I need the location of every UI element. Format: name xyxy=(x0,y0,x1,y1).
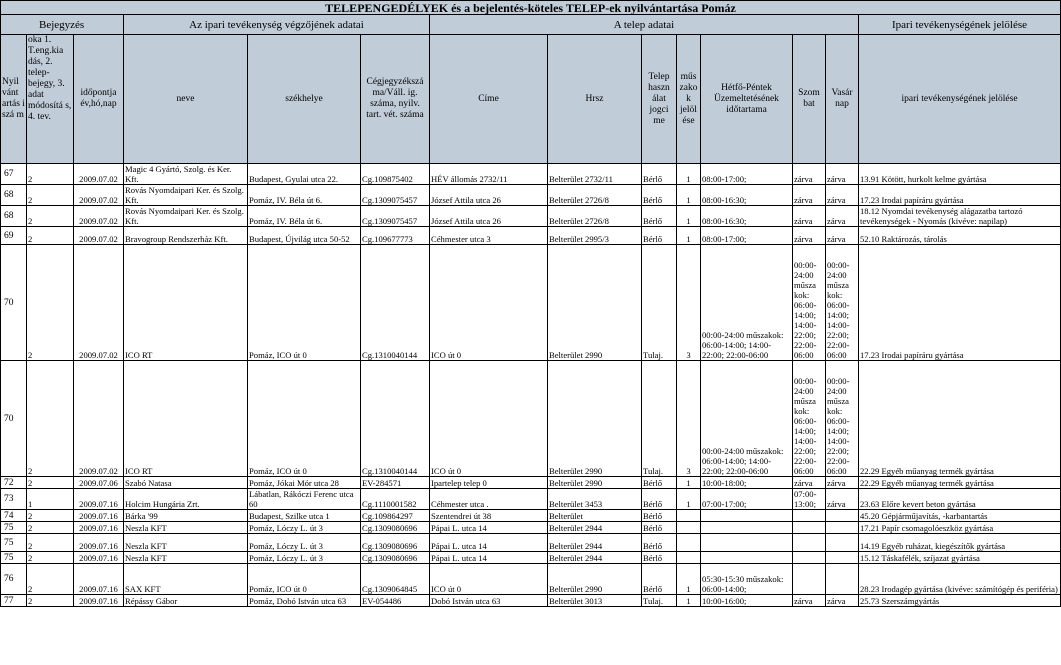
row-neve: Neszla KFT xyxy=(124,534,248,552)
row-neve: Bárka '99 xyxy=(124,510,248,522)
row-szombat: zárva xyxy=(793,227,826,245)
table-row xyxy=(1,185,1061,206)
row-cegjegyzek: Cg.1309064845 xyxy=(361,564,430,595)
row-szombat xyxy=(793,522,826,534)
row-hrsz: Belterület xyxy=(548,510,642,522)
row-oka: 2 xyxy=(27,245,74,361)
row-date: 2009.07.02 xyxy=(74,245,124,361)
row-hrsz: Belterület 2990 xyxy=(548,361,642,477)
row-szekhely: Pomáz, ICO út 0 xyxy=(248,564,361,595)
row-cegjegyzek: Cg.1110001582 xyxy=(361,489,430,510)
row-cime: Pápai L. utca 14 xyxy=(430,522,548,534)
row-cime: Pápai L. utca 14 xyxy=(430,552,548,564)
row-date: 2009.07.02 xyxy=(74,164,124,185)
row-haszn: Bérlő xyxy=(642,185,677,206)
row-vasar: zárva xyxy=(826,489,859,510)
row-jeloles: 17.23 Irodai papíráru gyártása xyxy=(859,185,1061,206)
row-oka: 1 xyxy=(27,489,74,510)
row-hrsz: Belterület 3013 xyxy=(548,595,642,607)
row-oka: 2 xyxy=(27,477,74,489)
row-cegjegyzek: Cg.1309075457 xyxy=(361,185,430,206)
row-date: 2009.07.16 xyxy=(74,522,124,534)
row-cegjegyzek: Cg.1310040144 xyxy=(361,245,430,361)
row-szekhely: Budapest, Szilke utca 1 xyxy=(248,510,361,522)
row-number: 70 xyxy=(1,361,27,477)
row-hrsz: Belterület 2990 xyxy=(548,245,642,361)
row-szekhely: Pomáz, IV. Béla út 6. xyxy=(248,185,361,206)
row-hrsz: Belterület 2726/8 xyxy=(548,185,642,206)
row-muszak xyxy=(677,534,701,552)
row-haszn: Tulaj. xyxy=(642,595,677,607)
row-cegjegyzek: Cg.109677773 xyxy=(361,227,430,245)
row-muszak: 1 xyxy=(677,564,701,595)
row-oka: 2 xyxy=(27,510,74,522)
table-row xyxy=(1,477,1061,489)
row-oka: 2 xyxy=(27,564,74,595)
row-neve: Neszla KFT xyxy=(124,522,248,534)
row-oka: 2 xyxy=(27,552,74,564)
row-neve: Szabó Natasa xyxy=(124,477,248,489)
row-number: 68 xyxy=(1,185,27,206)
row-vasar: zárva xyxy=(826,164,859,185)
col-haszn: Telep haszn álat jogci me xyxy=(642,35,677,164)
row-oka: 2 xyxy=(27,206,74,227)
row-jeloles: 15.12 Táskafélék, szíjazat gyártása xyxy=(859,552,1061,564)
row-hrsz: Belterület 2990 xyxy=(548,564,642,595)
row-vasar: 00:00-24:00 műsza kok: 06:00-14:00; 14:00-22:00; 22:00-06:00 xyxy=(826,361,859,477)
row-vasar: zárva xyxy=(826,227,859,245)
col-vasar: Vasár nap xyxy=(826,35,859,164)
row-number: 68 xyxy=(1,206,27,227)
row-vasar xyxy=(826,522,859,534)
row-cime: ICO út 0 xyxy=(430,361,548,477)
row-szombat: zárva xyxy=(793,206,826,227)
row-neve: Rovás Nyomdaipari Ker. és Szolg. Kft. xyxy=(124,185,248,206)
row-cegjegyzek: Cg.109875402 xyxy=(361,164,430,185)
row-number: 75 xyxy=(1,534,27,552)
row-hrsz: Belterület 3453 xyxy=(548,489,642,510)
row-muszak: 1 xyxy=(677,477,701,489)
row-haszn: Bérlő xyxy=(642,534,677,552)
row-szombat: zárva xyxy=(793,185,826,206)
row-muszak: 1 xyxy=(677,185,701,206)
row-date: 2009.07.16 xyxy=(74,564,124,595)
row-cime: HÉV állomás 2732/11 xyxy=(430,164,548,185)
row-haszn: Bérlő xyxy=(642,489,677,510)
row-muszak xyxy=(677,510,701,522)
row-jeloles: 13.91 Kötött, hurkolt kelme gyártása xyxy=(859,164,1061,185)
row-jeloles: 14.19 Egyéb ruházat, kiegészítők gyártása xyxy=(859,534,1061,552)
row-neve: Neszla KFT xyxy=(124,552,248,564)
table-row xyxy=(1,245,1061,361)
row-haszn: Bérlő xyxy=(642,510,677,522)
row-hetfo: 08:00-16:30; xyxy=(701,206,793,227)
row-jeloles: 22.29 Egyéb műanyag termék gyártása xyxy=(859,477,1061,489)
row-hetfo: 00:00-24:00 műszakok: 06:00-14:00; 14:00-22:00; 22:00-06:00 xyxy=(701,361,793,477)
row-neve: Holcim Hungária Zrt. xyxy=(124,489,248,510)
row-szekhely: Pomáz, Lóczy L. út 3 xyxy=(248,552,361,564)
row-hetfo: 10:00-18:00; xyxy=(701,477,793,489)
row-jeloles: 17.21 Papír csomagolóeszköz gyártása xyxy=(859,522,1061,534)
row-oka: 2 xyxy=(27,227,74,245)
row-hetfo: 08:00-16:30; xyxy=(701,185,793,206)
row-number: 77 xyxy=(1,595,27,607)
col-cime: Címe xyxy=(430,35,548,164)
row-neve: Bravogroup Rendszerház Kft. xyxy=(124,227,248,245)
row-cime: Céhmester utca 3 xyxy=(430,227,548,245)
group-ipari-adatai: Az ipari tevékenység végzőjének adatai xyxy=(124,15,430,35)
row-muszak: 3 xyxy=(677,361,701,477)
col-szombat: Szom bat xyxy=(793,35,826,164)
row-cime: Szentendrei út 38 xyxy=(430,510,548,522)
row-hetfo: 05:30-15:30 műszakok: 06:00-14:00; xyxy=(701,564,793,595)
col-hrsz: Hrsz xyxy=(548,35,642,164)
row-number: 69 xyxy=(1,227,27,245)
col-idopont: időpontja év,hó,nap xyxy=(74,35,124,164)
row-vasar xyxy=(826,552,859,564)
row-jeloles: 28.23 Irodagép gyártása (kivéve: számítógép és periféria) xyxy=(859,564,1061,595)
row-haszn: Bérlő xyxy=(642,164,677,185)
col-muszak: műs zako k jelöl ése xyxy=(677,35,701,164)
row-muszak: 1 xyxy=(677,489,701,510)
row-szekhely: Pomáz, ICO út 0 xyxy=(248,245,361,361)
row-vasar: zárva xyxy=(826,595,859,607)
row-number: 70 xyxy=(1,245,27,361)
row-hrsz: Belterület 2995/3 xyxy=(548,227,642,245)
row-hetfo xyxy=(701,534,793,552)
row-number: 74 xyxy=(1,510,27,522)
row-cime: ICO út 0 xyxy=(430,564,548,595)
table-row xyxy=(1,361,1061,477)
row-szekhely: Budapest, Újvilág utca 50-52 xyxy=(248,227,361,245)
row-muszak xyxy=(677,552,701,564)
row-neve: SAX KFT xyxy=(124,564,248,595)
row-cime: Ipartelep telep 0 xyxy=(430,477,548,489)
row-haszn: Bérlő xyxy=(642,477,677,489)
row-szekhely: Pomáz, Dobó István utca 63 xyxy=(248,595,361,607)
row-neve: ICO RT xyxy=(124,245,248,361)
row-oka: 2 xyxy=(27,595,74,607)
group-bejegyzes: Bejegyzés xyxy=(1,15,124,35)
row-haszn: Bérlő xyxy=(642,564,677,595)
row-vasar xyxy=(826,534,859,552)
row-haszn: Bérlő xyxy=(642,522,677,534)
table-row xyxy=(1,595,1061,607)
row-szekhely: Pomáz, Lóczy L. út 3 xyxy=(248,534,361,552)
row-vasar: zárva xyxy=(826,206,859,227)
row-number: 75 xyxy=(1,522,27,534)
row-cegjegyzek: Cg.1309075457 xyxy=(361,206,430,227)
row-neve: Magic 4 Gyártó, Szolg. és Ker. Kft. xyxy=(124,164,248,185)
table-row xyxy=(1,206,1061,227)
table-row xyxy=(1,489,1061,510)
row-haszn: Tulaj. xyxy=(642,245,677,361)
row-cegjegyzek: Cg.1310040144 xyxy=(361,361,430,477)
row-date: 2009.07.16 xyxy=(74,510,124,522)
row-hetfo xyxy=(701,522,793,534)
row-jeloles: 45.20 Gépjárműjavítás, -karbantartás xyxy=(859,510,1061,522)
row-cegjegyzek: Cg.1309080696 xyxy=(361,552,430,564)
row-vasar xyxy=(826,564,859,595)
row-hrsz: Belterület 2732/11 xyxy=(548,164,642,185)
row-szombat: zárva xyxy=(793,595,826,607)
row-cegjegyzek: EV-054486 xyxy=(361,595,430,607)
row-neve: Répássy Gábor xyxy=(124,595,248,607)
table-row xyxy=(1,164,1061,185)
row-neve: ICO RT xyxy=(124,361,248,477)
row-hetfo: 10:00-16:00; xyxy=(701,595,793,607)
row-jeloles: 23.63 Előre kevert beton gyártása xyxy=(859,489,1061,510)
row-number: 72 xyxy=(1,477,27,489)
row-hrsz: Belterület 2944 xyxy=(548,522,642,534)
row-date: 2009.07.02 xyxy=(74,361,124,477)
row-cime: Céhmester utca . xyxy=(430,489,548,510)
row-hrsz: Belterület 2990 xyxy=(548,477,642,489)
row-jeloles: 17.23 Irodai papíráru gyártása xyxy=(859,245,1061,361)
row-cegjegyzek: Cg.1309080696 xyxy=(361,522,430,534)
row-szekhely: Pomáz, ICO út 0 xyxy=(248,361,361,477)
row-szekhely: Pomáz, IV. Béla út 6. xyxy=(248,206,361,227)
row-cime: József Attila utca 26 xyxy=(430,206,548,227)
col-szekhely: székhelye xyxy=(248,35,361,164)
row-muszak: 1 xyxy=(677,164,701,185)
row-haszn: Bérlő xyxy=(642,206,677,227)
row-oka: 2 xyxy=(27,522,74,534)
col-cegjegyzek: Cégjegyzékszá ma/Váll. ig. száma, nyilv. tart. vét. száma xyxy=(361,35,430,164)
row-hetfo xyxy=(701,552,793,564)
table-row xyxy=(1,227,1061,245)
row-hrsz: Belterület 2726/8 xyxy=(548,206,642,227)
row-szombat xyxy=(793,552,826,564)
row-szombat: 00:00-24:00 műsza kok: 06:00-14:00; 14:00-22:00; 22:00-06:00 xyxy=(793,245,826,361)
row-number: 67 xyxy=(1,164,27,185)
col-hetfo: Hétfő-Péntek Üzemeltetésének időtartama xyxy=(701,35,793,164)
row-date: 2009.07.02 xyxy=(74,227,124,245)
row-cime: Pápai L. utca 14 xyxy=(430,534,548,552)
row-date: 2009.07.16 xyxy=(74,552,124,564)
row-vasar: zárva xyxy=(826,185,859,206)
row-cime: ICO út 0 xyxy=(430,245,548,361)
table-row xyxy=(1,534,1061,552)
row-haszn: Bérlő xyxy=(642,227,677,245)
row-szekhely: Pomáz, Jókai Mór utca 28 xyxy=(248,477,361,489)
table-row xyxy=(1,564,1061,595)
row-haszn: Bérlő xyxy=(642,552,677,564)
row-hetfo: 08:00-17:00; xyxy=(701,227,793,245)
row-number: 75 xyxy=(1,552,27,564)
row-cime: József Attila utca 26 xyxy=(430,185,548,206)
row-date: 2009.07.16 xyxy=(74,534,124,552)
row-hetfo: 07:00-17:00; xyxy=(701,489,793,510)
row-cime: Dobó István utca 63 xyxy=(430,595,548,607)
row-jeloles: 25.73 Szerszámgyártás xyxy=(859,595,1061,607)
row-oka: 2 xyxy=(27,164,74,185)
row-muszak: 1 xyxy=(677,595,701,607)
row-vasar: zárva xyxy=(826,477,859,489)
row-vasar: 00:00-24:00 műsza kok: 06:00-14:00; 14:00-22:00; 22:00-06:00 xyxy=(826,245,859,361)
row-cegjegyzek: EV-284571 xyxy=(361,477,430,489)
row-szombat: zárva xyxy=(793,477,826,489)
row-szekhely: Budapest, Gyulai utca 22. xyxy=(248,164,361,185)
row-date: 2009.07.16 xyxy=(74,489,124,510)
row-number: 76 xyxy=(1,564,27,595)
row-muszak xyxy=(677,522,701,534)
row-cegjegyzek: Cg.1309080696 xyxy=(361,534,430,552)
row-muszak: 3 xyxy=(677,245,701,361)
row-szombat: 07:00-13:00; xyxy=(793,489,826,510)
group-header-row xyxy=(1,15,1061,35)
table-row xyxy=(1,510,1061,522)
row-szekhely: Pomáz, Lóczy L. út 3 xyxy=(248,522,361,534)
col-neve: neve xyxy=(124,35,248,164)
table-row xyxy=(1,522,1061,534)
row-hetfo xyxy=(701,510,793,522)
row-hetfo: 08:00-17:00; xyxy=(701,164,793,185)
row-jeloles: 22.29 Egyéb műanyag termék gyártása xyxy=(859,361,1061,477)
group-telep-adatai: A telep adatai xyxy=(430,15,859,35)
row-oka: 2 xyxy=(27,534,74,552)
row-szombat xyxy=(793,534,826,552)
row-oka: 2 xyxy=(27,185,74,206)
table-row xyxy=(1,552,1061,564)
row-hetfo: 00:00-24:00 műszakok: 06:00-14:00; 14:00-22:00; 22:00-06:00 xyxy=(701,245,793,361)
column-header-row xyxy=(1,35,1061,164)
row-szombat: 00:00-24:00 műsza kok: 06:00-14:00; 14:00-22:00; 22:00-06:00 xyxy=(793,361,826,477)
row-date: 2009.07.16 xyxy=(74,595,124,607)
row-date: 2009.07.02 xyxy=(74,185,124,206)
row-jeloles: 18.12 Nyomdai tevékenység alágazatba tartozó tevékenységek - Nyomás (kivéve: napilap) xyxy=(859,206,1061,227)
page-title: TELEPENGEDÉLYEK és a bejelentés-köteles TELEP-ek nyilvántartása Pomáz xyxy=(1,1,1061,15)
row-jeloles: 52.10 Raktározás, tárolás xyxy=(859,227,1061,245)
row-oka: 2 xyxy=(27,361,74,477)
row-hrsz: Belterület 2944 xyxy=(548,534,642,552)
group-jeloles: Ipari tevékenységének jelölése xyxy=(859,15,1061,35)
col-oka: oka 1. T.eng.kia dás, 2. telep-bejegy, 3. adat módosítá s, 4. tev. xyxy=(27,35,74,164)
row-date: 2009.07.02 xyxy=(74,206,124,227)
row-szombat xyxy=(793,510,826,522)
row-neve: Rovás Nyomdaipari Ker. és Szolg. Kft. xyxy=(124,206,248,227)
row-cegjegyzek: Cg.109864297 xyxy=(361,510,430,522)
row-haszn: Tulaj. xyxy=(642,361,677,477)
row-number: 73 xyxy=(1,489,27,510)
row-date: 2009.07.06 xyxy=(74,477,124,489)
row-szekhely: Lábatlan, Rákóczi Ferenc utca 60 xyxy=(248,489,361,510)
row-szombat xyxy=(793,564,826,595)
row-szombat: zárva xyxy=(793,164,826,185)
row-vasar xyxy=(826,510,859,522)
col-jeloles: ipari tevékenységének jelölése xyxy=(859,35,1061,164)
row-muszak: 1 xyxy=(677,206,701,227)
row-muszak: 1 xyxy=(677,227,701,245)
col-nyilv: Nyil vánt artás i szá m xyxy=(1,35,27,164)
row-hrsz: Belterület 2944 xyxy=(548,552,642,564)
